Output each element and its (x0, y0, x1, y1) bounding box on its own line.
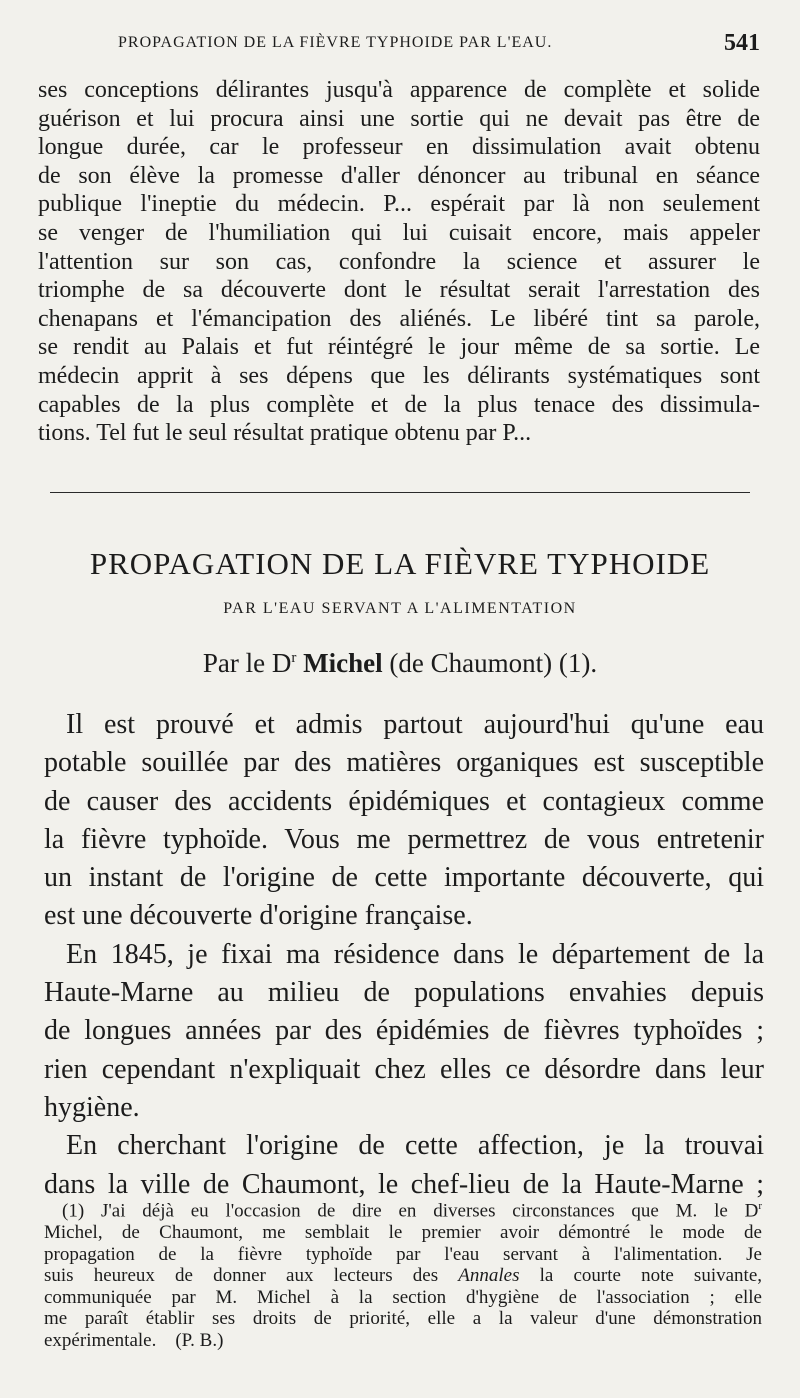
text-line: de son élève la promesse d'aller dénoncer au tribunal en séance (38, 162, 760, 189)
text-line: la fièvre typhoïde. Vous me permettrez de vous entretenir (44, 823, 764, 855)
text-line: l'attention sur son cas, confondre la science et assurer le (38, 248, 760, 275)
article-author (0, 648, 800, 679)
article-body (44, 706, 764, 1204)
footnote-text: la courte note suivante, (539, 1265, 763, 1287)
previous-article-text (38, 76, 760, 448)
text-line: chenapans et l'émancipation des aliénés. Le libéré tint sa parole, (38, 305, 760, 332)
author-prefix: Par le D (202, 648, 292, 678)
text-line: guérison et lui procura ainsi une sortie qui ne devait pas être de (38, 105, 760, 132)
footnote-line (44, 1196, 762, 1222)
text-line: tions. Tel fut le seul résultat pratique obtenu par P... (38, 420, 532, 447)
footnote-line: me paraît établir ses droits de priorité, elle a la valeur d'une démonstration (44, 1308, 762, 1330)
footnote-sup: r (758, 1200, 762, 1212)
text-line: dans la ville de Chaumont, le chef-lieu de la Haute-Marne ; (44, 1168, 764, 1200)
author-suffix: (de Chaumont) (1). (389, 648, 598, 678)
text-line: triomphe de sa découverte dont le résultat serait l'arrestation des (38, 277, 760, 304)
text-line: ses conceptions délirantes jusqu'à apparence de complète et solide (38, 77, 760, 103)
text-line: de causer des accidents épidémiques et contagieux comme (44, 785, 764, 817)
text-line: un instant de l'origine de cette importante découverte, qui (44, 862, 764, 894)
running-head: PROPAGATION DE LA FIÈVRE TYPHOIDE PAR L'EAU. (118, 34, 553, 51)
footnote (44, 1196, 762, 1351)
text-line: potable souillée par des matières organiques est susceptible (44, 747, 764, 779)
footnote-text: suis heureux de donner aux lecteurs des (44, 1265, 439, 1287)
text-line: En cherchant l'origine de cette affection, je la trouvai (66, 1130, 764, 1162)
text-line: longue durée, car le professeur en dissimulation avait obtenu (38, 134, 760, 161)
author-name: Michel (303, 648, 383, 678)
text-line: En 1845, je fixai ma résidence dans le département de la (66, 938, 764, 970)
footnote-journal-title: Annales (458, 1265, 520, 1287)
footnote-line: expérimentale. (P. B.) (44, 1329, 224, 1351)
text-line: Il est prouvé et admis partout aujourd'hui qu'une eau (66, 709, 764, 740)
section-divider (50, 492, 750, 493)
text-line: hygiène. (44, 1091, 140, 1123)
text-line: est une découverte d'origine française. (44, 900, 473, 932)
footnote-text: (1) J'ai déjà eu l'occasion de dire en diverses circonstances que M. le D (62, 1200, 759, 1222)
article-title: PROPAGATION DE LA FIÈVRE TYPHOIDE (89, 546, 711, 581)
text-line: se venger de l'humiliation qui lui cuisait encore, mais appeler (38, 219, 760, 246)
footnote-line: propagation de la fièvre typhoïde par l'eau servant à l'alimentation. Je (44, 1243, 762, 1265)
author-prefix-sup: r (291, 650, 297, 666)
footnote-line: Michel, de Chaumont, me semblait le premier avoir démontré le mode de (44, 1221, 762, 1243)
footnote-line: communiquée par M. Michel à la section d'hygiène de l'association ; elle (44, 1286, 762, 1308)
text-line: publique l'ineptie du médecin. P... espérait par là non seulement (38, 191, 760, 218)
article-subtitle: PAR L'EAU SERVANT A L'ALIMENTATION (223, 600, 577, 617)
text-line: se rendit au Palais et fut réintégré le jour même de sa sortie. Le (38, 334, 760, 361)
text-line: Haute-Marne au milieu de populations envahies depuis (44, 977, 764, 1009)
text-line: de longues années par des épidémies de fièvres typhoïdes ; (44, 1015, 764, 1047)
footnote-line (44, 1265, 762, 1287)
text-line: capables de la plus complète et de la plus tenace des dissimula- (38, 391, 760, 418)
text-line: rien cependant n'expliquait chez elles ce désordre dans leur (44, 1053, 764, 1085)
page-number: 541 (724, 30, 760, 56)
text-line: médecin apprit à ses dépens que les délirants systématiques sont (38, 362, 760, 389)
